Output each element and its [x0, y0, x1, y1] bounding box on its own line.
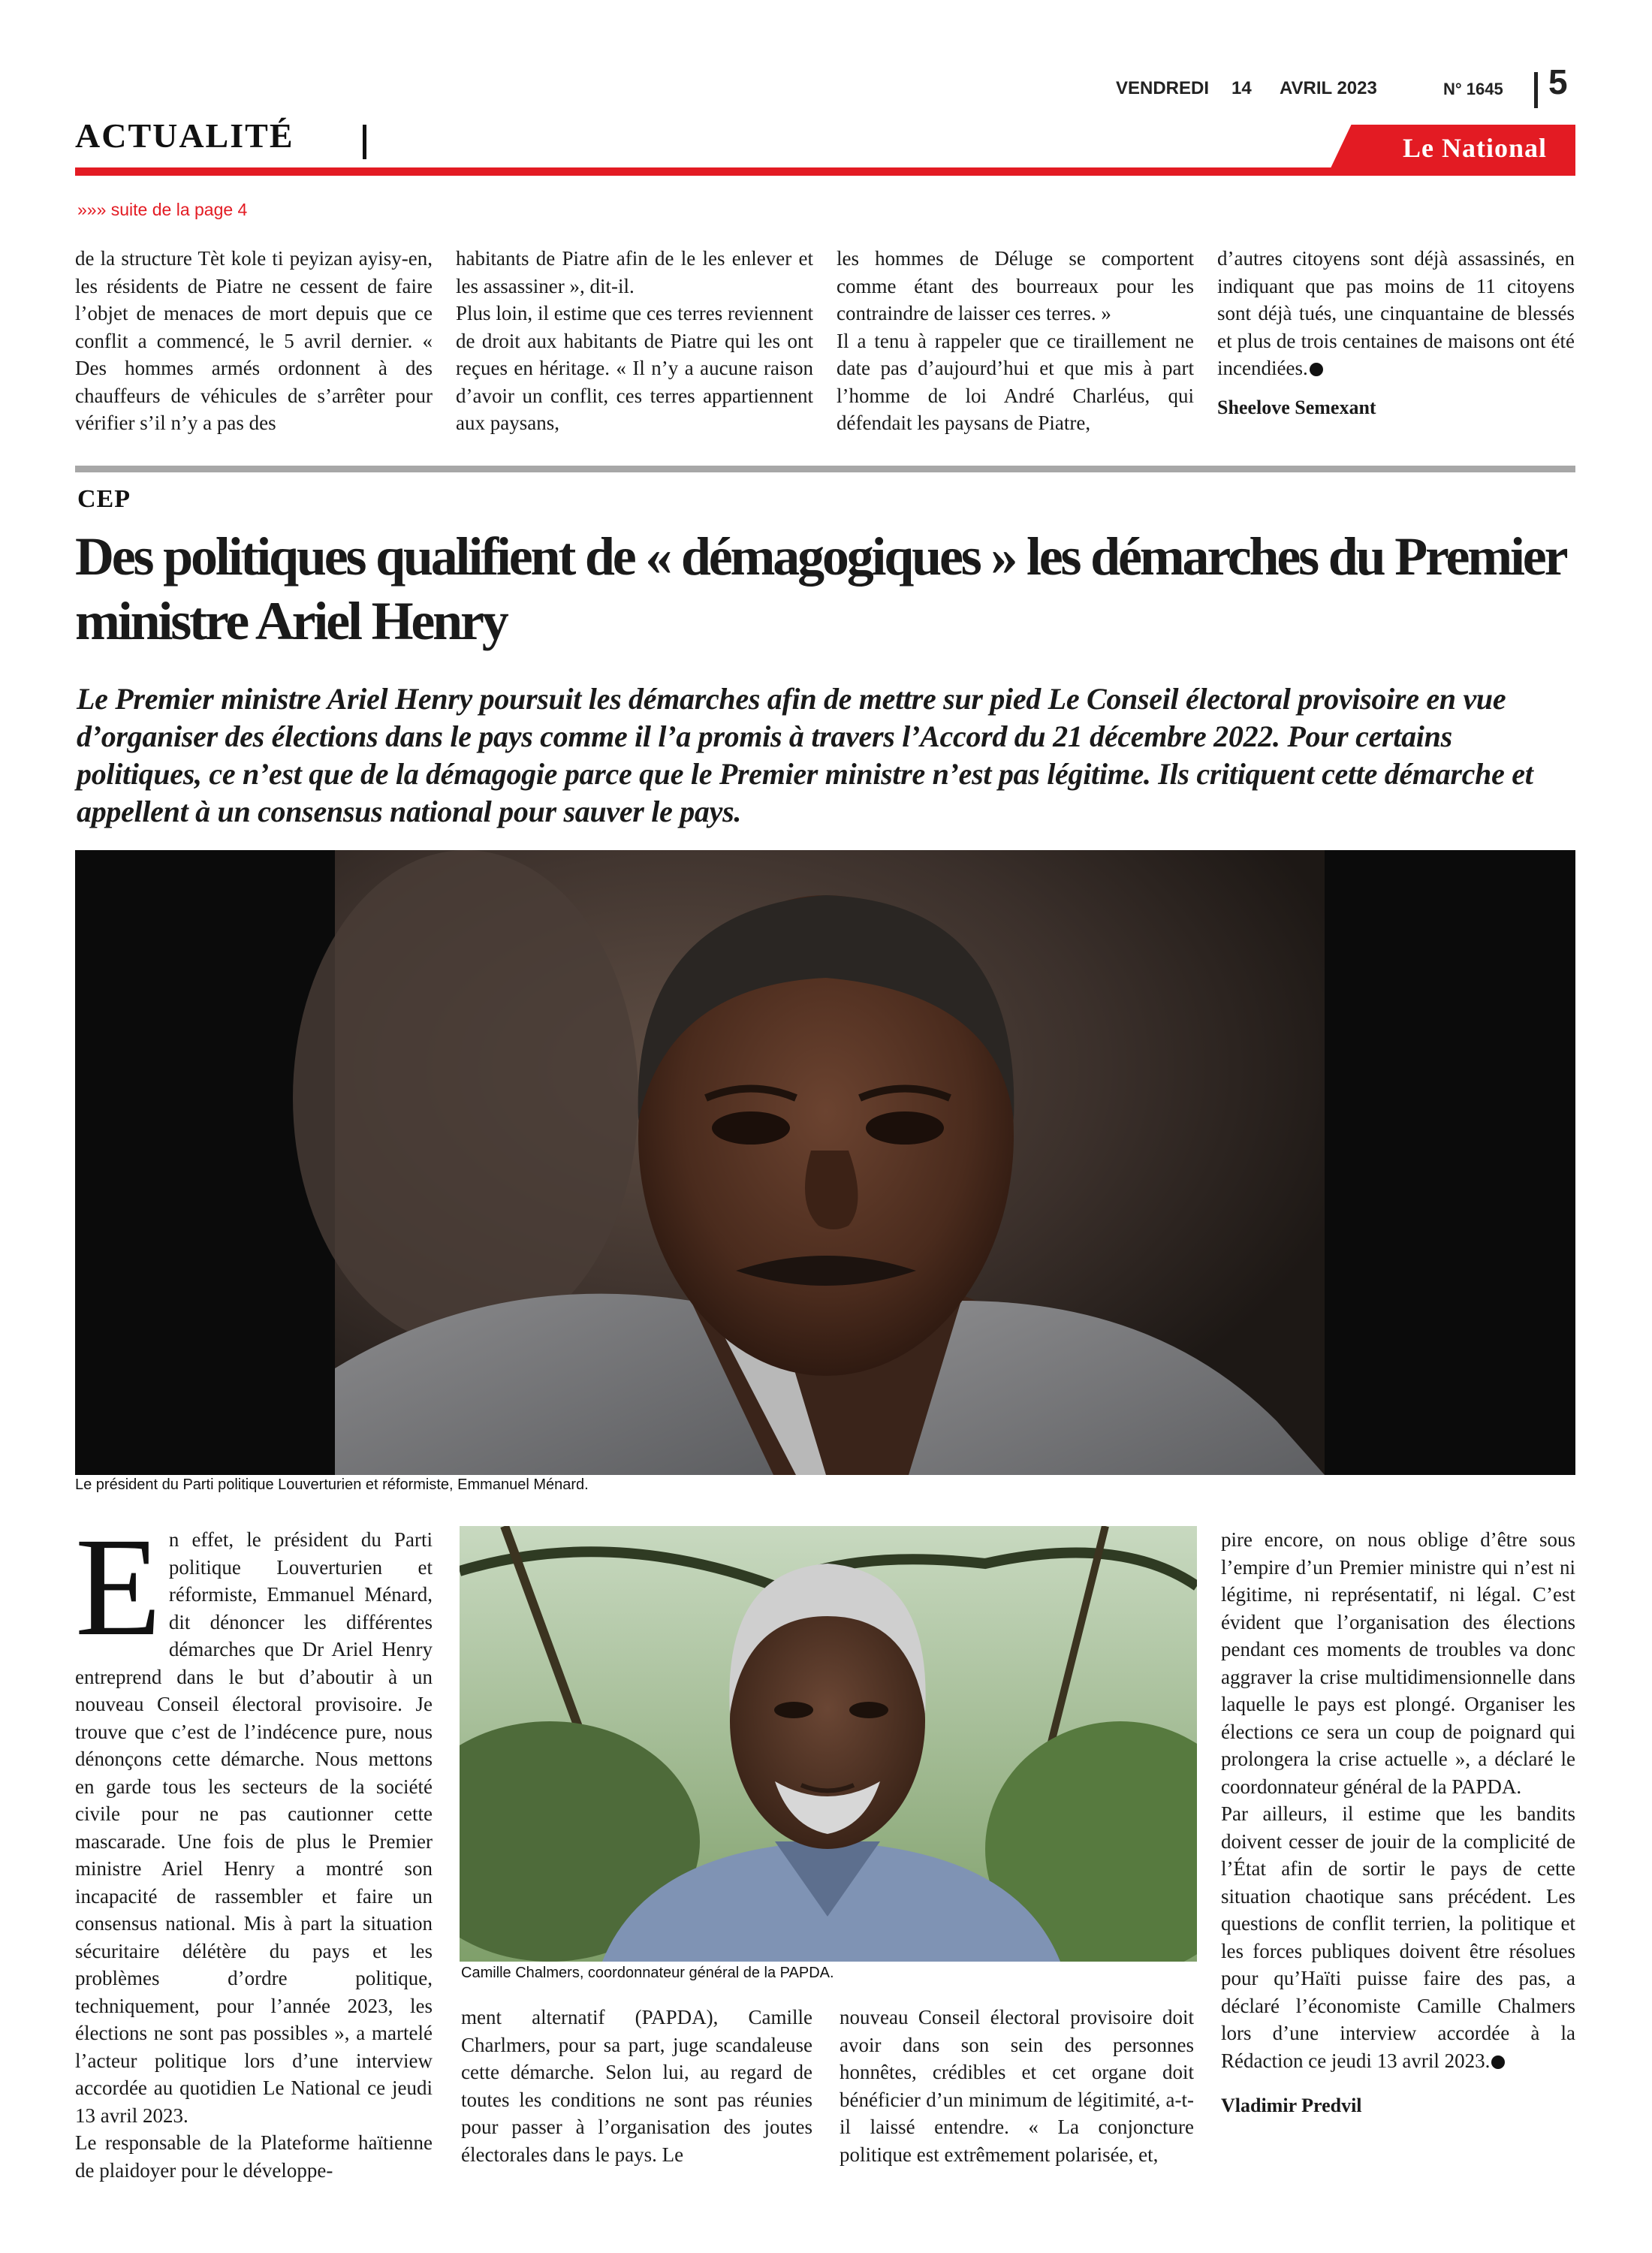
article-signature: Vladimir Predvil	[1221, 2095, 1362, 2116]
portrait-illustration	[460, 1526, 1197, 1962]
photo2-caption: Camille Chalmers, coordonnateur général de la PAPDA.	[461, 1965, 834, 1981]
end-of-article-icon	[1310, 363, 1323, 376]
article-divider	[75, 466, 1575, 472]
continued-from-label: »»» suite de la page 4	[77, 200, 248, 219]
header-red-rule	[75, 167, 1575, 176]
article-text: pire encore, on nous oblige d’être sous l’empire d’un Premier ministre qui n’est ni légitime, ni représentatif, ni légal. C’est évident que l’organisation des élections pendant ces moments de troubles va donc aggraver la crise multidimensionnelle dans laquelle le pays est plongé. Organiser les élections ce sera un coup de poignard qui prolongera la crise actuelle », a déclaré le coordonnateur général de la PAPDA.	[1221, 1528, 1575, 1798]
article-text: Par ailleurs, il estime que les bandits doivent cesser de jouir de la complicité de l’État afin de sortir le pays de cette situation chaotique sans précédent. Les questions de conflit terrien, la politique et les forces publiques doivent être résolues pour qu’Haïti puisse faire des pas, a déclaré l’économiste Camille Chalmers lors d’une interview accordée à la Rédaction ce jeudi 13 avril 2023.	[1221, 1802, 1575, 2072]
article-headline: Des politiques qualifient de « démagogiques » les démarches du Premier ministre Ariel Henry	[75, 526, 1566, 651]
prev-article-text: d’autres citoyens sont déjà assassinés, en indiquant que pas moins de 11 citoyens sont déjà tués, une cinquantaine de blessés et plus de trois centaines de maisons ont été incendiées.	[1217, 247, 1575, 379]
header-page-divider	[1534, 72, 1538, 108]
article-column-4	[1221, 1526, 1575, 2120]
portrait-illustration	[75, 850, 1575, 1475]
prev-article-text: de la structure Tèt kole ti peyizan ayisy-en, les résidents de Piatre ne cessent de faire l’objet de menaces de mort depuis que ce conflit a commencé, le 5 avril dernier. « Des hommes armés ordonnent à des chauffeurs de véhicules de s’arrêter pour vérifier s’il n’y a pas des	[75, 247, 433, 434]
article-text: n effet, le président du Parti politique Louverturien et réformiste, Emmanuel Ménard, dit dénoncer les différentes démarches que Dr Ariel Henry entreprend dans le but d’aboutir à un nouveau Conseil électoral provisoire. Je trouve que c’est de l’indécence pure, nous dénonçons cette démarche. Nous mettons en garde tous les secteurs de la société civile pour ne pas cautionner cette mascarade. Une fois de plus le Premier ministre Ariel Henry a montré son incapacité de rassembler et faire un consensus national. Mis à part la situation sécuritaire délétère du pays et les problèmes d’ordre politique, techniquement, pour l’année 2023, les élections ne sont pas possibles », a martelé l’acteur politique lors d’une interview accordée au quotidien Le National ce jeudi 13 avril 2023.	[75, 1528, 433, 2127]
article-text: Le responsable de la Plateforme haïtienne de plaidoyer pour le développe-	[75, 2131, 433, 2182]
prev-article-text: les hommes de Déluge se comportent comme étant des bourreaux pour les contraindre de laisser ces terres. »	[837, 247, 1194, 324]
prev-article-text: Plus loin, il estime que ces terres reviennent de droit aux habitants de Piatre qui les ont reçues en héritage. « Il n’y a aucune raison d’avoir un conflit, ces terres appartiennent aux paysans,	[456, 302, 813, 434]
section-title: ACTUALITÉ	[75, 116, 294, 155]
photo1-caption: Le président du Parti politique Louverturien et réformiste, Emmanuel Ménard.	[75, 1476, 589, 1493]
article-text: ment alternatif (PAPDA), Camille Charlmers, pour sa part, juge scandaleuse cette démarche. Selon lui, au regard de toutes les conditions ne sont pas réunies pour passer à l’organisation des joutes électorales dans le pays. Le	[461, 2006, 812, 2166]
section-divider	[363, 125, 366, 159]
prev-article-column-3	[837, 245, 1194, 437]
header-day: VENDREDI	[1116, 78, 1210, 98]
prev-article-column-1	[75, 245, 433, 437]
header-date-number: 14	[1231, 78, 1252, 98]
prev-article-column-2	[456, 245, 813, 437]
prev-article-column-4	[1217, 245, 1575, 421]
prev-article-text: habitants de Piatre afin de le les enlever et les assassiner », dit-il.	[456, 247, 813, 297]
article-text: nouveau Conseil électoral provisoire doit avoir dans son sein des personnes honnêtes, crédibles et cet organe doit bénéficier d’un minimum de légitimité, a-t-il laissé entendre. « La conjoncture politique est extrêmement polarisée, et,	[840, 2006, 1194, 2166]
emmanuel-menard-photo	[75, 850, 1575, 1475]
header-month-year: AVRIL 2023	[1280, 78, 1377, 98]
header-issue-number: N° 1645	[1443, 80, 1503, 98]
article-kicker: CEP	[77, 485, 131, 513]
article-column-2	[461, 2004, 812, 2168]
brand-name: Le National	[1402, 133, 1547, 163]
article-column-3	[840, 2004, 1194, 2168]
end-of-article-icon	[1491, 2055, 1505, 2069]
prev-article-text: Il a tenu à rappeler que ce tiraillement ne date pas d’aujourd’hui et que mis à part l’homme de loi André Charléus, qui défendait les paysans de Piatre,	[837, 329, 1194, 434]
prev-article-signature: Sheelove Semexant	[1217, 396, 1376, 418]
article-column-1	[75, 1508, 433, 2184]
drop-cap: E	[75, 1508, 161, 1665]
page-number: 5	[1548, 62, 1568, 101]
article-lead: Le Premier ministre Ariel Henry poursuit les démarches afin de mettre sur pied Le Conseil électoral provisoire en vue d’organiser des élections dans le pays comme il l’a promis à travers l’Accord du 21 décembre 2022. Pour certains politiques, ce n’est que de la démagogie parce que le Premier ministre n’est pas légitime. Ils critiquent cette démarche et appellent à un consensus national pour sauver le pays.	[77, 682, 1533, 828]
camille-chalmers-photo	[460, 1526, 1197, 1962]
